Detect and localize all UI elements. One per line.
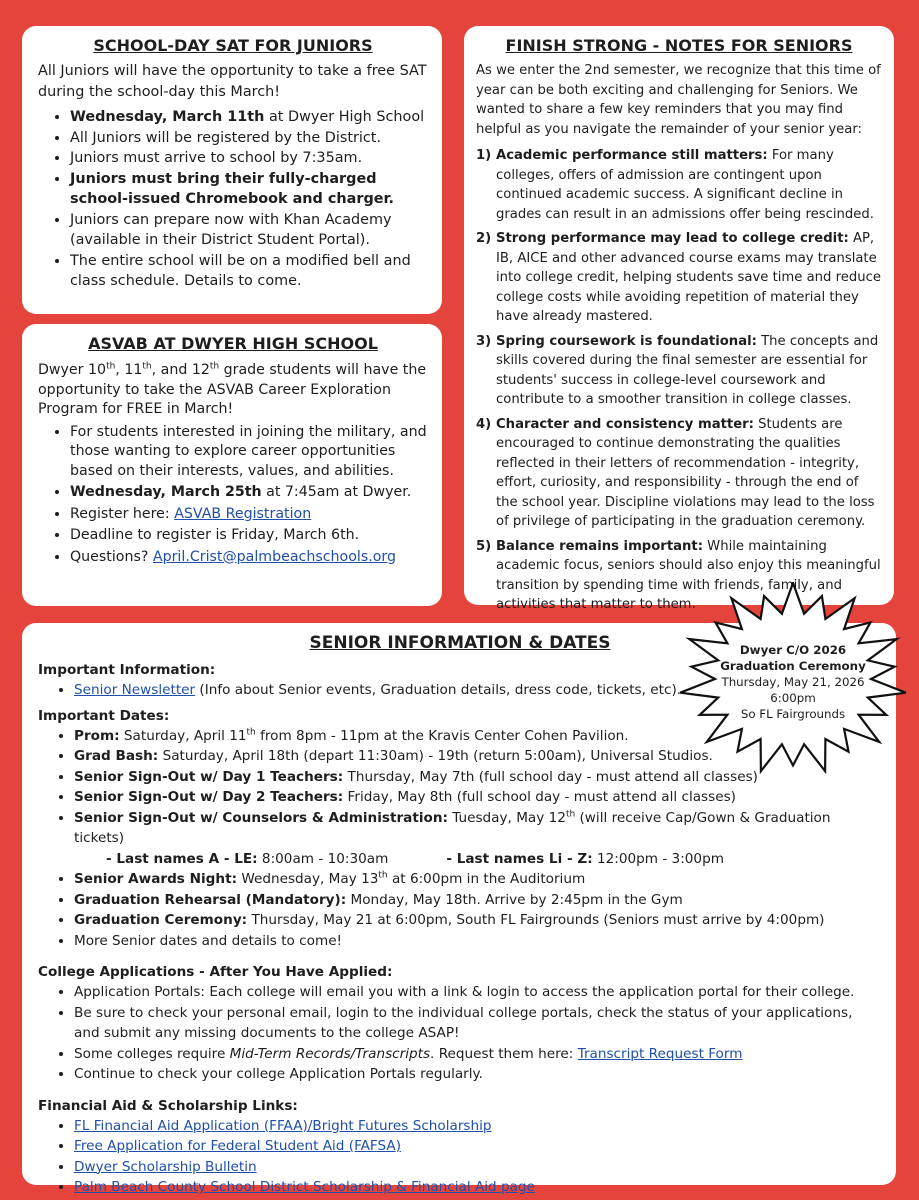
list-item	[476, 146, 882, 224]
signout-counselors-details: (will receive Cap/Gown & Graduation tickets)	[74, 809, 831, 846]
prom-details: from 8pm - 11pm at the Kravis Center Cohen Pavilion.	[255, 727, 629, 744]
item-heading: Balance remains important:	[496, 538, 703, 554]
item-heading: Spring coursework is foundational:	[496, 333, 757, 349]
item-body: While maintaining academic focus, seniors should also enjoy this meaningful transition by spending time with friends, family, and activities that matter to them.	[496, 538, 881, 612]
list-item: • All Juniors will be registered by the District.	[70, 128, 428, 149]
list-item: • More Senior dates and details to come!	[74, 931, 882, 952]
list-item	[74, 1116, 882, 1137]
college-apps-list	[38, 982, 882, 1085]
app3-text: Some colleges require	[74, 1045, 230, 1062]
list-item	[476, 415, 882, 532]
sup-th: th	[209, 361, 220, 372]
sup-th: th	[378, 870, 388, 881]
awards-details: at 6:00pm in the Auditorium	[387, 871, 586, 887]
asvab-title: ASVAB AT DWYER HIGH SCHOOL	[88, 334, 378, 353]
signout-day1-label: Senior Sign-Out w/ Day 1 Teachers:	[74, 768, 344, 785]
signout-counselors-label: Senior Sign-Out w/ Counselors & Administration:	[74, 809, 448, 826]
list-item	[74, 890, 882, 911]
list-item	[74, 1136, 882, 1157]
signout-counselors-date: Tuesday, May 12	[447, 809, 566, 826]
prom-label: Prom:	[74, 727, 120, 744]
item-heading: Academic performance still matters:	[496, 148, 768, 163]
sup-th: th	[106, 361, 116, 372]
asvab-registration-link[interactable]: ASVAB Registration	[174, 505, 312, 522]
intro-text: Dwyer 10	[38, 362, 107, 378]
important-dates-heading: Important Dates:	[38, 707, 170, 724]
signout-day2-label: Senior Sign-Out w/ Day 2 Teachers:	[74, 789, 344, 805]
intro-text: , and 12	[151, 362, 210, 378]
list-item	[476, 332, 882, 410]
ceremony-details: Thursday, May 21 at 6:00pm, South FL Fairgrounds (Seniors must arrive by 4:00pm)	[247, 912, 825, 928]
grad-bash-details: Saturday, April 18th (depart 11:30am) - 19th (return 5:00am), Universal Studios.	[158, 748, 713, 764]
dates-list-cont	[38, 869, 882, 951]
financial-aid-list	[38, 1116, 882, 1198]
ffaa-link[interactable]: FL Financial Aid Application (FFAA)/Bright Futures Scholarship	[74, 1117, 492, 1134]
list-item: • Be sure to check your personal email, login to the individual college portals, check the status of your applications, and submit any missing documents to the college ASAP!	[74, 1003, 882, 1044]
sat-title: SCHOOL-DAY SAT FOR JUNIORS	[93, 36, 373, 55]
sat-chromebook-note: Juniors must bring their fully-charged school-issued Chromebook and charger.	[70, 170, 395, 207]
list-item: • For students interested in joining the military, and those wanting to explore career opportunities based on their interests, values, and abilities.	[70, 423, 428, 482]
item-number: 4)	[476, 416, 492, 432]
newsletter-desc: (Info about Senior events, Graduation details, dress code, tickets, etc).	[195, 682, 682, 698]
midterm-records-text: Mid-Term Records/Transcripts	[229, 1045, 431, 1062]
list-item	[74, 787, 882, 808]
senior-newsletter-link[interactable]: Senior Newsletter	[74, 682, 196, 698]
graduation-starburst	[676, 582, 910, 777]
list-item: • Juniors can prepare now with Khan Academy (available in their District Student Portal).	[70, 210, 428, 251]
list-item	[70, 548, 428, 568]
questions-label: Questions?	[70, 548, 153, 565]
ceremony-label: Graduation Ceremony:	[74, 912, 248, 928]
list-item: • Application Portals: Each college will email you with a link & login to access the application portal for their college.	[74, 982, 882, 1003]
awards-date: Wednesday, May 13	[237, 871, 379, 887]
lastnames-a-le-label: - Last names A - LE:	[106, 850, 258, 867]
grad-bash-label: Grad Bash:	[74, 748, 159, 764]
intro-text: , 11	[115, 362, 143, 378]
starburst-text	[676, 642, 910, 722]
list-item	[106, 849, 882, 870]
list-item: • Juniors must arrive to school by 7:35am.	[70, 148, 428, 169]
sat-list	[38, 107, 428, 292]
sup-th: th	[142, 361, 152, 372]
asvab-time: at 7:45am at Dwyer.	[261, 484, 412, 500]
burst-time: 6:00pm	[770, 691, 816, 705]
district-scholarship-link[interactable]: Palm Beach County School District Scholarship & Financial Aid page	[74, 1179, 535, 1195]
burst-date: Thursday, May 21, 2026	[721, 675, 865, 689]
asvab-date: Wednesday, March 25th	[70, 484, 262, 500]
asvab-list	[38, 423, 428, 568]
lastnames-li-z-time: 12:00pm - 3:00pm	[592, 850, 724, 867]
list-item: • The entire school will be on a modified bell and class schedule. Details to come.	[70, 251, 428, 292]
awards-label: Senior Awards Night:	[74, 871, 238, 887]
senior-title: SENIOR INFORMATION & DATES	[309, 633, 611, 653]
contact-email-link[interactable]: April.Crist@palmbeachschools.org	[152, 548, 396, 565]
register-label: Register here:	[70, 505, 175, 522]
item-heading: Character and consistency matter:	[496, 416, 754, 432]
transcript-request-link[interactable]: Transcript Request Form	[577, 1045, 743, 1062]
list-item	[74, 1177, 882, 1198]
sat-card	[22, 26, 442, 314]
item-body: Students are encouraged to continue demonstrating the qualities reflected in their letters of recommendation - integrity, effort, curiosity, and responsibility - through the end of the school year. Discipline violations may lead to the loss of privilege of participating in the graduation ceremony.	[496, 416, 875, 529]
important-info-heading: Important Information:	[38, 662, 216, 678]
item-body: For many colleges, offers of admission are contingent upon continued academic success. A significant decline in grades can result in an admissions offer being rescinded.	[496, 148, 874, 222]
scholarship-bulletin-link[interactable]: Dwyer Scholarship Bulletin	[74, 1158, 257, 1175]
financial-aid-heading: Financial Aid & Scholarship Links:	[38, 1097, 298, 1114]
item-body: AP, IB, AICE and other advanced course exams may translate into college credit, helping students save time and reduce college costs while avoiding repetition of material they have already mastered.	[496, 231, 881, 324]
burst-location: So FL Fairgrounds	[740, 707, 846, 721]
list-item	[70, 169, 428, 210]
burst-class: Dwyer C/O 2026	[739, 643, 847, 657]
rehearsal-label: Graduation Rehearsal (Mandatory):	[74, 891, 347, 908]
signout-day1-details: Thursday, May 7th (full school day - must attend all classes)	[343, 768, 758, 785]
list-item	[70, 483, 428, 503]
sat-intro: All Juniors will have the opportunity to take a free SAT during the school-day this March!	[38, 63, 427, 100]
item-heading: Strong performance may lead to college credit:	[496, 231, 849, 246]
item-number: 1)	[476, 148, 492, 163]
asvab-card	[22, 324, 442, 606]
fafsa-link[interactable]: Free Application for Federal Student Aid (FAFSA)	[74, 1138, 401, 1154]
asvab-intro	[38, 361, 428, 420]
list-item	[70, 505, 428, 525]
lastnames-row	[38, 849, 882, 870]
finish-strong-card	[464, 26, 894, 612]
lastnames-a-le-time: 8:00am - 10:30am	[257, 850, 389, 867]
lastnames-li-z-label: - Last names Li - Z:	[446, 850, 593, 867]
lastnames-li-z	[446, 849, 724, 870]
list-item	[476, 229, 882, 327]
list-item	[74, 910, 882, 931]
signout-day2-details: Friday, May 8th (full school day - must attend all classes)	[343, 789, 736, 805]
app3-text: . Request them here:	[430, 1045, 578, 1062]
prom-date: Saturday, April 11	[119, 727, 247, 744]
item-number: 5)	[476, 538, 492, 554]
item-body: The concepts and skills covered during the final semester are essential for students' success in college-level coursework and contribute to a smoother transition in college classes.	[496, 333, 879, 407]
list-item	[74, 808, 882, 849]
rehearsal-details: Monday, May 18th. Arrive by 2:45pm in the Gym	[346, 891, 683, 908]
item-number: 3)	[476, 333, 492, 349]
list-item	[70, 107, 428, 128]
sat-location: at Dwyer High School	[264, 109, 425, 125]
list-item	[74, 869, 882, 890]
sat-date: Wednesday, March 11th	[70, 109, 265, 125]
intro-text: grade students will have the opportunity to take the ASVAB Career Exploration Program for FREE in March!	[38, 362, 427, 417]
sup-th: th	[246, 726, 256, 737]
finish-intro: As we enter the 2nd semester, we recognize that this time of year can be both exciting and challenging for Seniors. We wanted to share a few key reminders that you may find helpful as you navigate the remainder of your senior year:	[476, 63, 881, 137]
burst-event: Graduation Ceremony	[720, 659, 866, 673]
sup-th: th	[565, 808, 576, 819]
list-item: • Deadline to register is Friday, March 6th.	[70, 526, 428, 546]
item-number: 2)	[476, 231, 492, 246]
finish-title: FINISH STRONG - NOTES FOR SENIORS	[505, 36, 853, 55]
list-item	[74, 1044, 882, 1065]
college-apps-heading: College Applications - After You Have Applied:	[38, 964, 393, 980]
finish-list	[476, 146, 882, 615]
list-item: • Continue to check your college Application Portals regularly.	[74, 1064, 882, 1085]
list-item	[74, 1157, 882, 1178]
